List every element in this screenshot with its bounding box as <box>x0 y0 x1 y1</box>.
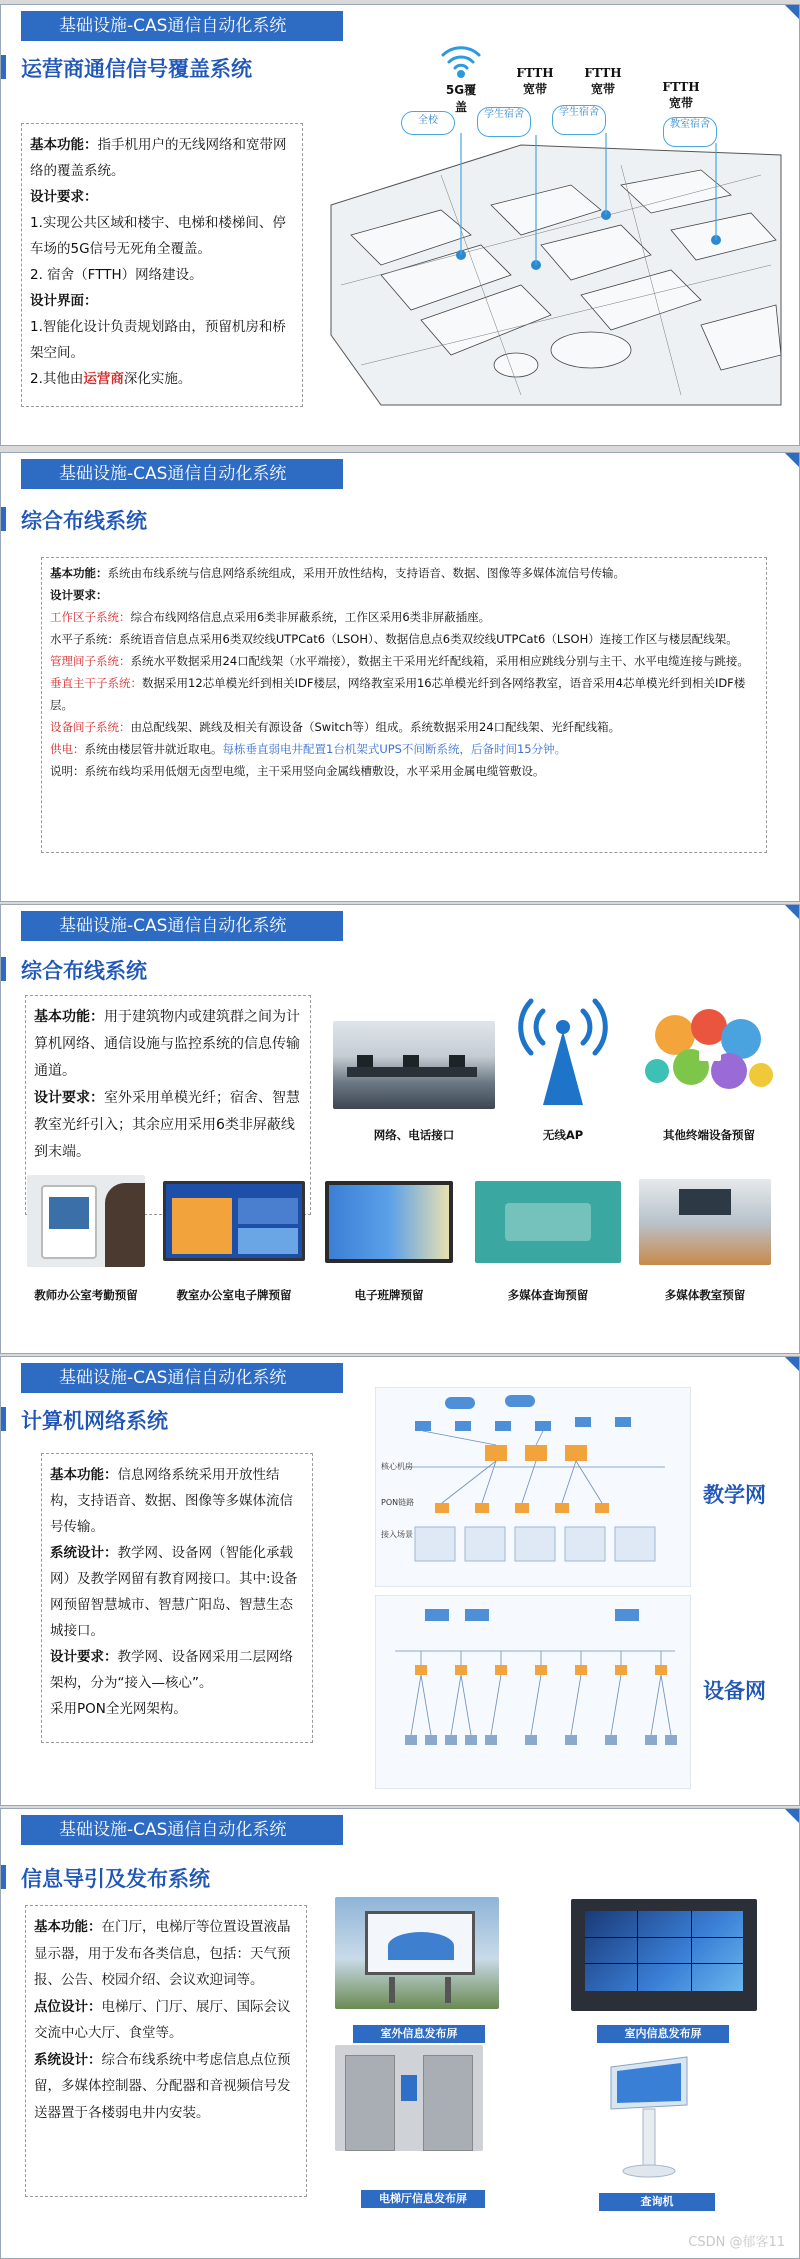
desc-line: 系统设计：教学网、设备网（智能化承载网）及教学网留有教育网接口。其中:设备网预留智慧城市、智慧广阳岛、智慧生态城接口。 <box>50 1545 298 1639</box>
desc-line: 点位设计：电梯厅、门厅、展厅、国际会议交流中心大厅、食堂等。 <box>34 1998 291 2041</box>
desc-line: 水平子系统：系统语音信息点采用6类双绞线UTPCat6（LSOH）、数据信息点6类双绞线UTPCat6（LSOH）连接工作区与楼层配线架。 <box>50 632 738 646</box>
label-ftth-3: FTTH 宽带 <box>662 80 700 110</box>
pill-dorm-2: 学生宿舍 <box>552 105 606 135</box>
desc-line: 说明：系统布线均采用低烟无卤型电缆，主干采用竖向金属线槽敷设，水平采用金属电缆管敷设。 <box>50 764 545 778</box>
e-sign-photo <box>163 1181 305 1261</box>
desc-line: 管理间子系统：系统水平数据采用24口配线架（水平端接），数据主干采用光纤配线箱，采用相应跳线分别与主干、水平电缆连接与跳接。 <box>50 654 749 668</box>
wireless-ap-icon <box>513 997 613 1109</box>
slide-title: 综合布线系统 <box>21 955 147 985</box>
slide-header: 基础设施-CAS通信自动化系统 <box>21 459 343 489</box>
caption: 室外信息发布屏 <box>353 2025 485 2043</box>
slide-title: 计算机网络系统 <box>21 1405 168 1435</box>
desc-line: 基本功能：用于建筑物内或建筑群之间为计算机网络、通信设施与监控系统的信息传输通道。 <box>34 1009 300 1079</box>
diagram-label-pon: PON链路 <box>381 1498 415 1507</box>
desc-line: 供电：系统由楼层管井就近取电。每栋垂直弱电井配置1台机架式UPS不间断系统，后备时间15分钟。 <box>50 742 567 756</box>
teaching-network-label: 教学网 <box>703 1483 766 1507</box>
desc-line: 系统设计：综合布线系统中考虑信息点位预留，多媒体控制器、分配器和音视频信号发送器置于各楼弱电井内安装。 <box>34 2051 291 2121</box>
device-network-label: 设备网 <box>703 1679 766 1703</box>
caption: 无线AP <box>542 1128 584 1142</box>
pill-classroom: 教室宿舍 <box>663 117 717 147</box>
desc-line: 设计要求：室外采用单模光纤；宿舍、智慧教室光纤引入；其余应用采用6类非屏蔽线到末端。 <box>34 1090 300 1160</box>
slide-title: 运营商通信信号覆盖系统 <box>21 53 252 83</box>
description-box <box>41 1453 313 1743</box>
indoor-screen-photo <box>571 1899 757 2011</box>
slide-title: 综合布线系统 <box>21 505 147 535</box>
desc-line: 基本功能：信息网络系统采用开放性结构，支持语音、数据、图像等多媒体流信号传输。 <box>50 1467 293 1535</box>
diagram-label-access: 接入场景 <box>381 1530 413 1539</box>
corner-decoration <box>785 5 799 19</box>
desc-line: 工作区子系统：综合布线网络信息点采用6类非屏蔽系统，工作区采用6类非屏蔽插座。 <box>50 610 491 624</box>
pill-campus: 全校 <box>401 111 455 135</box>
watermark: CSDN @郁客11 <box>688 2235 785 2250</box>
description-box <box>21 123 303 407</box>
caption: 室内信息发布屏 <box>597 2025 729 2043</box>
outdoor-screen-photo <box>335 1897 499 2009</box>
caption: 其他终端设备预留 <box>663 1128 755 1142</box>
multimedia-classroom-photo <box>639 1179 771 1265</box>
corner-decoration <box>785 905 799 919</box>
diagram-label-core: 核心机房 <box>381 1462 413 1471</box>
desc-line: 1.智能化设计负责规划路由，预留机房和桥架空间。 <box>30 319 286 361</box>
network-phone-photo <box>333 1021 495 1109</box>
caption: 查询机 <box>599 2193 715 2211</box>
class-board-photo <box>325 1181 453 1263</box>
desc-line: 垂直主干子系统：数据采用12芯单模光纤到相关IDF楼层，网络教室采用16芯单模光纤到各网络教室，语音采用4芯单模光纤到相关IDF楼层。 <box>50 676 746 712</box>
desc-line: 2. 宿舍（FTTH）网络建设。 <box>30 267 203 283</box>
pill-dorm-1: 学生宿舍 <box>477 107 531 137</box>
desc-line: 基本功能：系统由布线系统与信息网络系统组成，采用开放性结构，支持语音、数据、图像等多媒体流信号传输。 <box>50 566 625 580</box>
label-5g: 5G覆盖 <box>445 83 477 114</box>
desc-line: 采用PON全光网架构。 <box>50 1701 187 1717</box>
caption: 多媒体教室预留 <box>664 1288 746 1302</box>
caption: 多媒体查询预留 <box>507 1288 589 1302</box>
slide-cabling-devices <box>0 904 800 1354</box>
description-box <box>25 1905 307 2197</box>
attendance-photo <box>27 1175 145 1267</box>
slide-header: 基础设施-CAS通信自动化系统 <box>21 1363 343 1393</box>
desc-line: 1.实现公共区域和楼宇、电梯和楼梯间、停车场的5G信号无死角全覆盖。 <box>30 215 286 257</box>
desc-line: 设计要求： <box>50 588 108 602</box>
multimedia-query-photo <box>475 1181 621 1263</box>
label-ftth-2: FTTH 宽带 <box>584 66 622 96</box>
corner-decoration <box>785 1809 799 1823</box>
desc-line: 设备间子系统：由总配线架、跳线及相关有源设备（Switch等）组成。系统数据采用24口配线架、光纤配线箱。 <box>50 720 621 734</box>
label-ftth-1: FTTH 宽带 <box>516 66 554 96</box>
teaching-network-diagram <box>375 1387 691 1587</box>
slide-signal-coverage <box>0 4 800 446</box>
elevator-screen-photo <box>335 2045 483 2151</box>
corner-decoration <box>785 1357 799 1371</box>
caption: 网络、电话接口 <box>373 1128 455 1142</box>
description-box <box>41 557 767 853</box>
desc-line: 2.其他由运营商深化实施。 <box>30 371 192 387</box>
caption: 教师办公室考勤预留 <box>34 1288 138 1302</box>
desc-line: 设计要求： <box>30 189 98 205</box>
device-network-diagram <box>375 1595 691 1789</box>
corner-decoration <box>785 453 799 467</box>
caption: 电子班牌预留 <box>354 1288 424 1302</box>
slide-title: 信息导引及发布系统 <box>21 1863 210 1893</box>
kiosk-icon <box>599 2053 699 2183</box>
desc-line: 设计界面： <box>30 293 98 309</box>
slide-info-display <box>0 1808 800 2259</box>
slide-computer-network <box>0 1356 800 1806</box>
caption: 电梯厅信息发布屏 <box>361 2190 485 2208</box>
slide-header: 基础设施-CAS通信自动化系统 <box>21 11 343 41</box>
desc-line: 基本功能：指手机用户的无线网络和宽带网络的覆盖系统。 <box>30 137 287 179</box>
desc-line: 设计要求：教学网、设备网采用二层网络架构，分为“接入—核心”。 <box>50 1649 293 1691</box>
desc-line: 基本功能：在门厅，电梯厅等位置设置液晶显示器，用于发布各类信息，包括：天气预报、公告、校园介绍、会议欢迎词等。 <box>34 1919 291 1988</box>
terminal-devices-icon <box>641 1005 777 1101</box>
wifi-icon <box>443 48 479 77</box>
caption: 教室办公室电子牌预留 <box>176 1288 292 1302</box>
slide-header: 基础设施-CAS通信自动化系统 <box>21 911 343 941</box>
slide-header: 基础设施-CAS通信自动化系统 <box>21 1815 343 1845</box>
slide-cabling <box>0 452 800 902</box>
